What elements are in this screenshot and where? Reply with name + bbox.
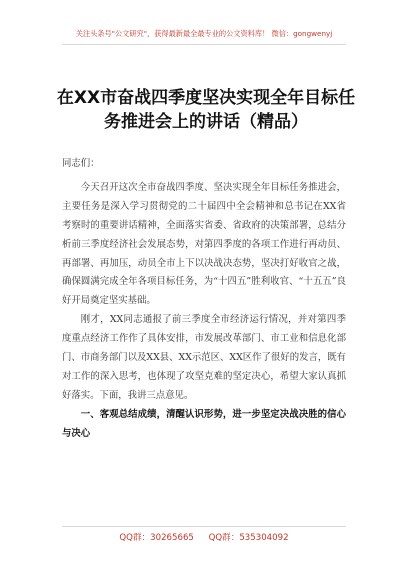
header-promo-note: 关注头条号"公文研究"，获得最新最全最专业的公文资料库！ 微信：gongwenyj xyxy=(75,29,333,38)
document-body xyxy=(62,155,346,444)
footer-contact xyxy=(0,531,408,543)
section-heading-1: 一、客观总结成绩，清醒认识形势，进一步坚定决战决胜的信心与决心 xyxy=(62,408,346,439)
body-paragraph-1: 今天召开这次全市奋战四季度、坚决实现全年目标任务推进会，主要任务是深入学习贯彻党的二十届四中全会精神和总书记在XX省考察时的重要讲话精神，全面落实省委、省政府的决策部署，总结分析前三季度经济社会发展态势，对第四季度的各项工作进行再动员、再部署、再加压，动员全市上下以决战决态势，坚决打好收官之战，确保圆满完成全年各项目标任务，为“十四五”胜利收官、“十五五”良好开局奠定坚实基础。 xyxy=(62,181,346,307)
document-title: 在XX市奋战四季度坚决实现全年目标任务推进会上的讲话（精品） xyxy=(56,88,356,132)
header-divider xyxy=(62,44,346,45)
salutation: 同志们： xyxy=(62,158,100,169)
footer-divider xyxy=(62,526,346,527)
footer-qq-group-1: QQ群：30265665 xyxy=(119,533,194,543)
body-paragraph-2: 刚才，XX同志通报了前三季度全市经济运行情况，并对第四季度重点经济工作作了具体安排，市发展改革部门、市工业和信息化部门、市商务部门以及XX县、XX示范区、XX区作了很好的发言，既有对工作的深入思考，也体现了攻坚克难的坚定决心，希望大家认真抓好落实。下面，我讲三点意见。 xyxy=(62,314,346,401)
footer-qq-group-2: QQ群：535304092 xyxy=(208,533,289,543)
